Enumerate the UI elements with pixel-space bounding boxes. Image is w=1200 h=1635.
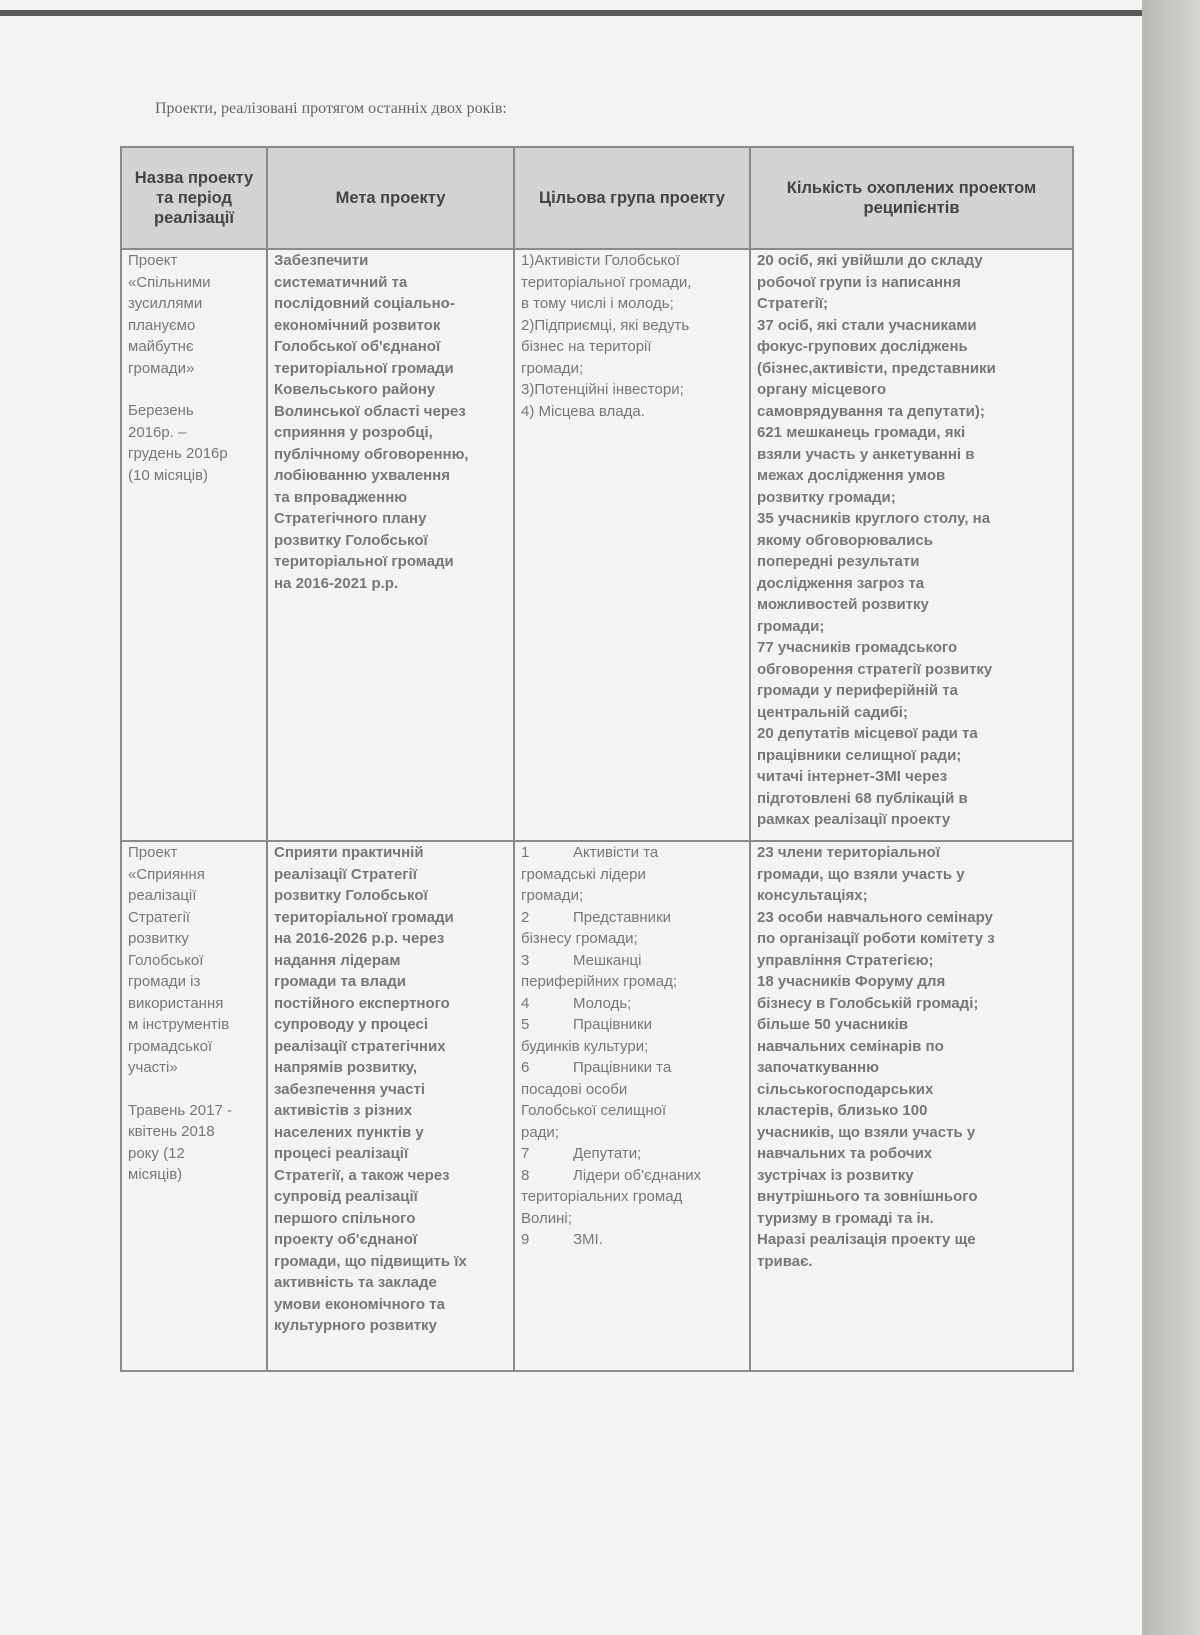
table-row xyxy=(121,841,1073,1371)
text-line: громади у периферійній та xyxy=(757,682,958,699)
text-line: 18 учасників Форуму для xyxy=(757,973,946,990)
target-group-item: 8 Лідери об'єднаних xyxy=(521,1165,743,1187)
target-group-item: будинків культури; xyxy=(521,1037,649,1055)
text-line: започаткуванню xyxy=(757,1059,879,1076)
text-line: майбутнє xyxy=(128,338,194,355)
text-line: громади та влади xyxy=(274,973,407,990)
text-line: розвитку Голобської xyxy=(274,887,428,904)
text-line: 1)Активісти Голобської xyxy=(521,252,680,269)
text-line: використання xyxy=(128,994,224,1012)
text-line: територіальної громади, xyxy=(521,273,692,291)
text-line: економічний розвиток xyxy=(274,316,441,334)
text-line: центральній садибі; xyxy=(757,703,908,721)
text-line: реалізації xyxy=(128,887,197,904)
text-line: підготовлені 68 публікацій в xyxy=(757,789,968,807)
text-line: громади із xyxy=(128,973,201,990)
text-line: 35 учасників круглого столу, на xyxy=(757,510,991,527)
text-line: лобіюванню ухвалення xyxy=(274,467,450,484)
text-line: в тому числі і молодь; xyxy=(521,295,674,312)
item-number: 2 xyxy=(521,908,530,926)
target-group-item: периферійних громад; xyxy=(521,973,677,990)
text-line: читачі інтернет-ЗМІ через xyxy=(757,768,948,785)
text-line: зусиллями xyxy=(128,295,203,312)
text-line: 37 осіб, які стали учасниками xyxy=(757,316,977,334)
project-goal-cell xyxy=(267,841,514,1371)
text-line: територіальної громади xyxy=(274,553,454,570)
target-group-item: 7 Депутати; xyxy=(521,1143,743,1165)
text-line: розвитку громади; xyxy=(757,488,896,506)
text-line: Стратегії, а також через xyxy=(274,1166,450,1184)
text-line: місяців) xyxy=(128,1166,183,1183)
item-number: 4 xyxy=(521,994,530,1012)
text-line: Стратегії; xyxy=(757,295,829,312)
text-line: громади; xyxy=(757,617,825,635)
text-line: попередні результати xyxy=(757,553,920,570)
text-line: працівники селищної ради; xyxy=(757,746,962,764)
text-line: 77 учасників громадського xyxy=(757,639,958,656)
target-group-item: бізнесу громади; xyxy=(521,930,638,947)
text-line: 2016р. – xyxy=(128,423,187,441)
target-group-item: громади; xyxy=(521,887,584,904)
text-line: громади» xyxy=(128,359,195,377)
text-line: якому обговорювались xyxy=(757,531,933,549)
text-line: Волинської області через xyxy=(274,402,466,420)
text-line: кластерів, близько 100 xyxy=(757,1102,928,1119)
text-line: бізнес на території xyxy=(521,338,652,355)
text-line: (бізнес,активісти, представники xyxy=(757,359,996,377)
page-edge-shadow xyxy=(1142,0,1200,1635)
text-line: послідовний соціально- xyxy=(274,295,455,312)
text-line: учасників, що взяли участь у xyxy=(757,1123,976,1141)
text-line: Проект xyxy=(128,844,178,861)
text-line: надання лідерам xyxy=(274,951,401,969)
text-line: грудень 2016р xyxy=(128,445,228,462)
text-line: публічному обговоренню, xyxy=(274,445,469,463)
text-line: на 2016-2026 р.р. через xyxy=(274,930,445,947)
text-line: громади, що взяли участь у xyxy=(757,865,965,883)
text-line: м інструментів xyxy=(128,1016,230,1033)
target-group-item: Волині; xyxy=(521,1209,572,1227)
text-line: активність та закладе xyxy=(274,1274,437,1291)
text-line: 20 осіб, які увійшли до складу xyxy=(757,252,983,269)
item-number: 7 xyxy=(521,1145,530,1162)
text-line: супроводу у процесі xyxy=(274,1016,429,1033)
text-line: Сприяти практичній xyxy=(274,844,424,861)
project-name xyxy=(128,842,260,1079)
table-row xyxy=(121,249,1073,841)
text-line: рамках реалізації проекту xyxy=(757,811,951,828)
text-line: квітень 2018 xyxy=(128,1123,215,1140)
text-line: реалізації Стратегії xyxy=(274,865,417,883)
text-line: фокус-групових досліджень xyxy=(757,338,968,355)
text-line: розвитку xyxy=(128,930,189,947)
text-line: самоврядування та депутати); xyxy=(757,402,985,420)
text-line: проекту об'єднаної xyxy=(274,1231,418,1248)
text-line: 23 особи навчального семінару xyxy=(757,908,993,926)
projects-table xyxy=(120,146,1074,1372)
project-period xyxy=(128,400,260,486)
project-name-cell xyxy=(121,841,267,1371)
text-line: реалізації стратегічних xyxy=(274,1037,446,1055)
text-line: Голобської xyxy=(128,951,204,969)
text-line: обговорення стратегії розвитку xyxy=(757,660,993,678)
target-group-cell xyxy=(514,841,750,1371)
target-group-list xyxy=(521,250,743,422)
text-line: 20 депутатів місцевої ради та xyxy=(757,725,978,742)
text-line: забезпечення участі xyxy=(274,1080,426,1098)
text-line: 23 члени територіальної xyxy=(757,844,940,861)
header-target-group: Цільова група проекту xyxy=(514,147,750,249)
text-line: (10 місяців) xyxy=(128,466,209,484)
item-number: 3 xyxy=(521,951,530,969)
text-line: зустрічах із розвитку xyxy=(757,1166,914,1184)
text-line: управління Стратегією; xyxy=(757,951,934,969)
text-line: процесі реалізації xyxy=(274,1145,409,1162)
text-line: Проект xyxy=(128,252,178,269)
text-line: року (12 xyxy=(128,1144,185,1162)
text-line: Забезпечити xyxy=(274,252,369,269)
text-line: Стратегії xyxy=(128,908,191,926)
text-line: бізнесу в Голобській громаді; xyxy=(757,994,979,1012)
text-line: активістів з різних xyxy=(274,1102,413,1119)
text-line: «Сприяння xyxy=(128,865,205,883)
project-name-cell xyxy=(121,249,267,841)
text-line: 2)Підприємці, які ведуть xyxy=(521,316,690,334)
text-line: «Спільними xyxy=(128,273,211,291)
text-line: навчальних та робочих xyxy=(757,1145,933,1162)
target-group-item: громадські лідери xyxy=(521,865,646,883)
text-line: громади; xyxy=(521,359,584,377)
recipients-list xyxy=(757,250,1066,831)
text-line: громади, що підвищить їх xyxy=(274,1252,467,1270)
text-line: дослідження загроз та xyxy=(757,574,925,592)
target-group-item: 2 Представники xyxy=(521,907,743,929)
text-line: сприяння у розробці, xyxy=(274,424,433,441)
target-group-item: 1 Активісти та xyxy=(521,842,743,864)
item-number: 5 xyxy=(521,1016,530,1033)
item-number: 9 xyxy=(521,1231,530,1248)
item-number: 6 xyxy=(521,1059,530,1076)
text-line: навчальних семінарів по xyxy=(757,1037,944,1055)
text-line: напрямів розвитку, xyxy=(274,1059,418,1076)
project-period xyxy=(128,1100,260,1186)
text-line: взяли участь у анкетуванні в xyxy=(757,445,975,463)
text-line: постійного експертного xyxy=(274,994,450,1012)
text-line: сільськогосподарських xyxy=(757,1080,934,1098)
text-line: Березень xyxy=(128,402,194,419)
target-group-item: 9 ЗМІ. xyxy=(521,1229,743,1251)
text-line: систематичний та xyxy=(274,273,408,291)
text-line: умови економічного та xyxy=(274,1295,445,1313)
item-number: 8 xyxy=(521,1166,530,1184)
text-line: та впровадженню xyxy=(274,488,408,506)
text-line: межах дослідження умов xyxy=(757,467,946,484)
text-line: більше 50 учасників xyxy=(757,1016,908,1033)
text-line: громадської xyxy=(128,1037,213,1055)
text-line: 3)Потенційні інвестори; xyxy=(521,381,684,398)
target-group-item: 4 Молодь; xyxy=(521,993,743,1015)
target-group-list xyxy=(521,842,743,1251)
text-line: Ковельського району xyxy=(274,381,436,398)
text-line: територіальної громади xyxy=(274,359,454,377)
text-line: Наразі реалізація проекту ще xyxy=(757,1231,976,1248)
text-line: органу місцевого xyxy=(757,381,887,398)
text-line: територіальної громади xyxy=(274,908,454,926)
text-line: триває. xyxy=(757,1252,813,1270)
table-header-row xyxy=(121,147,1073,249)
target-group-cell xyxy=(514,249,750,841)
project-goal xyxy=(274,842,507,1337)
target-group-item: 5 Працівники xyxy=(521,1014,743,1036)
target-group-item: 3 Мешканці xyxy=(521,950,743,972)
text-line: 621 мешканець громади, які xyxy=(757,424,966,441)
recipients-cell xyxy=(750,249,1073,841)
text-line: робочої групи із написання xyxy=(757,273,961,291)
target-group-item: 6 Працівники та xyxy=(521,1057,743,1079)
recipients-list xyxy=(757,842,1066,1272)
project-goal-cell xyxy=(267,249,514,841)
recipients-cell xyxy=(750,841,1073,1371)
header-project-goal: Мета проекту xyxy=(267,147,514,249)
target-group-item: територіальних громад xyxy=(521,1188,683,1205)
header-project-name: Назва проекту та період реалізації xyxy=(121,147,267,249)
intro-text: Проекти, реалізовані протягом останніх двох років: xyxy=(155,100,507,117)
text-line: Стратегічного плану xyxy=(274,510,427,527)
text-line: 4) Місцева влада. xyxy=(521,402,645,420)
text-line: культурного розвитку xyxy=(274,1317,437,1334)
text-line: внутрішнього та зовнішнього xyxy=(757,1188,978,1205)
text-line: супровід реалізації xyxy=(274,1188,418,1205)
text-line: по організації роботи комітету з xyxy=(757,930,995,947)
text-line: можливостей розвитку xyxy=(757,596,929,613)
text-line: першого спільного xyxy=(274,1209,416,1227)
project-name xyxy=(128,250,260,379)
text-line: населених пунктів у xyxy=(274,1123,424,1141)
text-line: туризму в громаді та ін. xyxy=(757,1209,934,1227)
target-group-item: Голобської селищної xyxy=(521,1102,667,1119)
item-number: 1 xyxy=(521,844,530,861)
project-goal xyxy=(274,250,507,594)
header-recipients-count: Кількість охоплених проектом реципієнтів xyxy=(750,147,1073,249)
text-line: участі» xyxy=(128,1059,178,1076)
target-group-item: посадові особи xyxy=(521,1080,628,1098)
text-line: Травень 2017 - xyxy=(128,1101,232,1119)
text-line: консультаціях; xyxy=(757,887,868,904)
top-rule xyxy=(0,10,1142,16)
target-group-item: ради; xyxy=(521,1123,559,1141)
text-line: на 2016-2021 р.р. xyxy=(274,574,399,592)
text-line: Голобської об'єднаної xyxy=(274,338,441,355)
text-line: плануємо xyxy=(128,316,196,334)
text-line: розвитку Голобської xyxy=(274,531,428,549)
